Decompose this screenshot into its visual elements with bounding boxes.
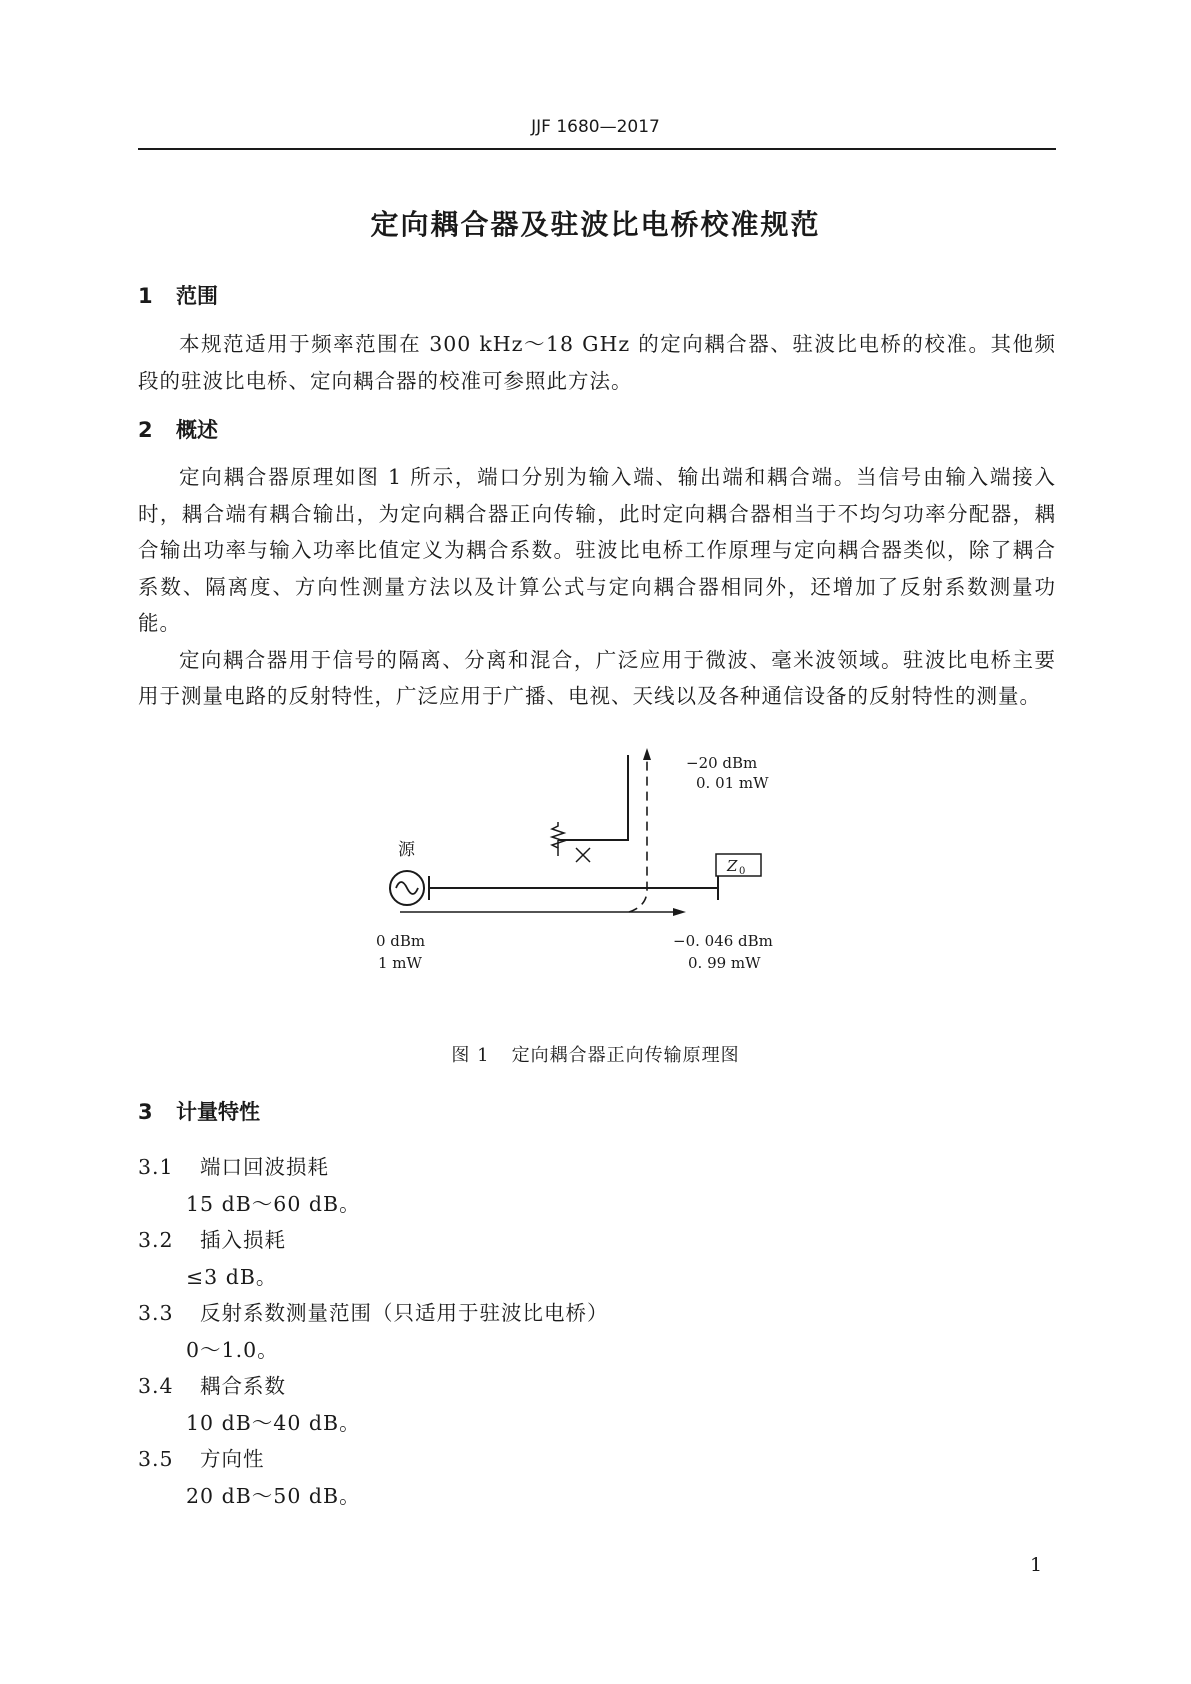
section-1-heading [138,280,218,310]
clause-3-2-heading [138,1223,286,1253]
load-label: Z [727,857,738,875]
input-power-mw: 1 mW [378,954,422,972]
input-power-dbm: 0 dBm [376,932,426,950]
section-3-heading [138,1096,260,1126]
clause-number: 3.5 [138,1447,174,1471]
header-rule [138,148,1056,150]
output-power-dbm: −0. 046 dBm [673,932,773,950]
clause-label: 插入损耗 [200,1228,286,1252]
clause-3-1-value: 15 dB～60 dB。 [186,1192,361,1216]
coupled-line [558,755,628,840]
output-power-mw: 0. 99 mW [688,954,761,972]
sine-wave-icon [396,882,418,894]
paragraph: 本规范适用于频率范围在 300 kHz～18 GHz 的定向耦合器、驻波比电桥的校准。其他频段的驻波比电桥、定向耦合器的校准可参照此方法。 [138,332,1056,393]
section-number: 3 [138,1100,153,1124]
section-title: 概述 [176,418,218,442]
load-subscript: 0 [739,866,746,877]
coupled-power-mw: 0. 01 mW [696,774,769,792]
clause-number: 3.3 [138,1301,174,1325]
section-2-heading [138,414,218,444]
figure-caption-number: 图 1 [451,1045,490,1066]
clause-3-4-value: 10 dB～40 dB。 [186,1411,361,1435]
clause-3-2-value: ≤3 dB。 [186,1265,278,1289]
figure-1-diagram [370,754,830,1030]
source-label: 源 [398,840,415,860]
section-title: 计量特性 [176,1100,260,1124]
clause-3-3-value: 0～1.0。 [186,1338,279,1362]
clause-label: 反射系数测量范围（只适用于驻波比电桥） [200,1301,609,1325]
clause-3-3-heading [138,1296,609,1326]
section-number: 1 [138,284,153,308]
coupled-arrow-icon [643,748,651,760]
document-title: 定向耦合器及驻波比电桥校准规范 [370,208,821,241]
clause-number: 3.2 [138,1228,174,1252]
paragraph: 定向耦合器原理如图 1 所示，端口分别为输入端、输出端和耦合端。当信号由输入端接入时，耦合端有耦合输出，为定向耦合器正向传输，此时定向耦合器相当于不均匀功率分配器，耦合输出功率与输入功率比值定义为耦合系数。驻波比电桥工作原理与定向耦合器类似，除了耦合系数、隔离度、方向性测量方法以及计算公式与定向耦合器相同外，还增加了反射系数测量功能。 [138,465,1056,635]
header-doc-code: JJF 1680—2017 [531,117,660,137]
clause-label: 方向性 [200,1447,265,1471]
coupled-signal-path [629,760,647,912]
paragraph: 定向耦合器用于信号的隔离、分离和混合，广泛应用于微波、毫米波领域。驻波比电桥主要用于测量电路的反射特性，广泛应用于广播、电视、天线以及各种通信设备的反射特性的测量。 [138,647,1056,708]
section-number: 2 [138,418,153,442]
page-number: 1 [1030,1554,1043,1576]
clause-3-5-heading [138,1442,265,1472]
forward-arrow-icon [673,908,686,916]
coupled-power-dbm: −20 dBm [686,754,758,772]
section-title: 范围 [176,284,218,308]
clause-3-1-heading [138,1150,329,1180]
clause-label: 端口回波损耗 [200,1155,329,1179]
clause-number: 3.1 [138,1155,174,1179]
clause-label: 耦合系数 [200,1374,286,1398]
clause-number: 3.4 [138,1374,174,1398]
figure-caption [0,1041,1191,1067]
clause-3-4-heading [138,1369,286,1399]
clause-3-5-value: 20 dB～50 dB。 [186,1484,361,1508]
section-1-body [138,326,1056,399]
figure-caption-text: 定向耦合器正向传输原理图 [511,1045,740,1066]
section-2-body [138,459,1056,715]
